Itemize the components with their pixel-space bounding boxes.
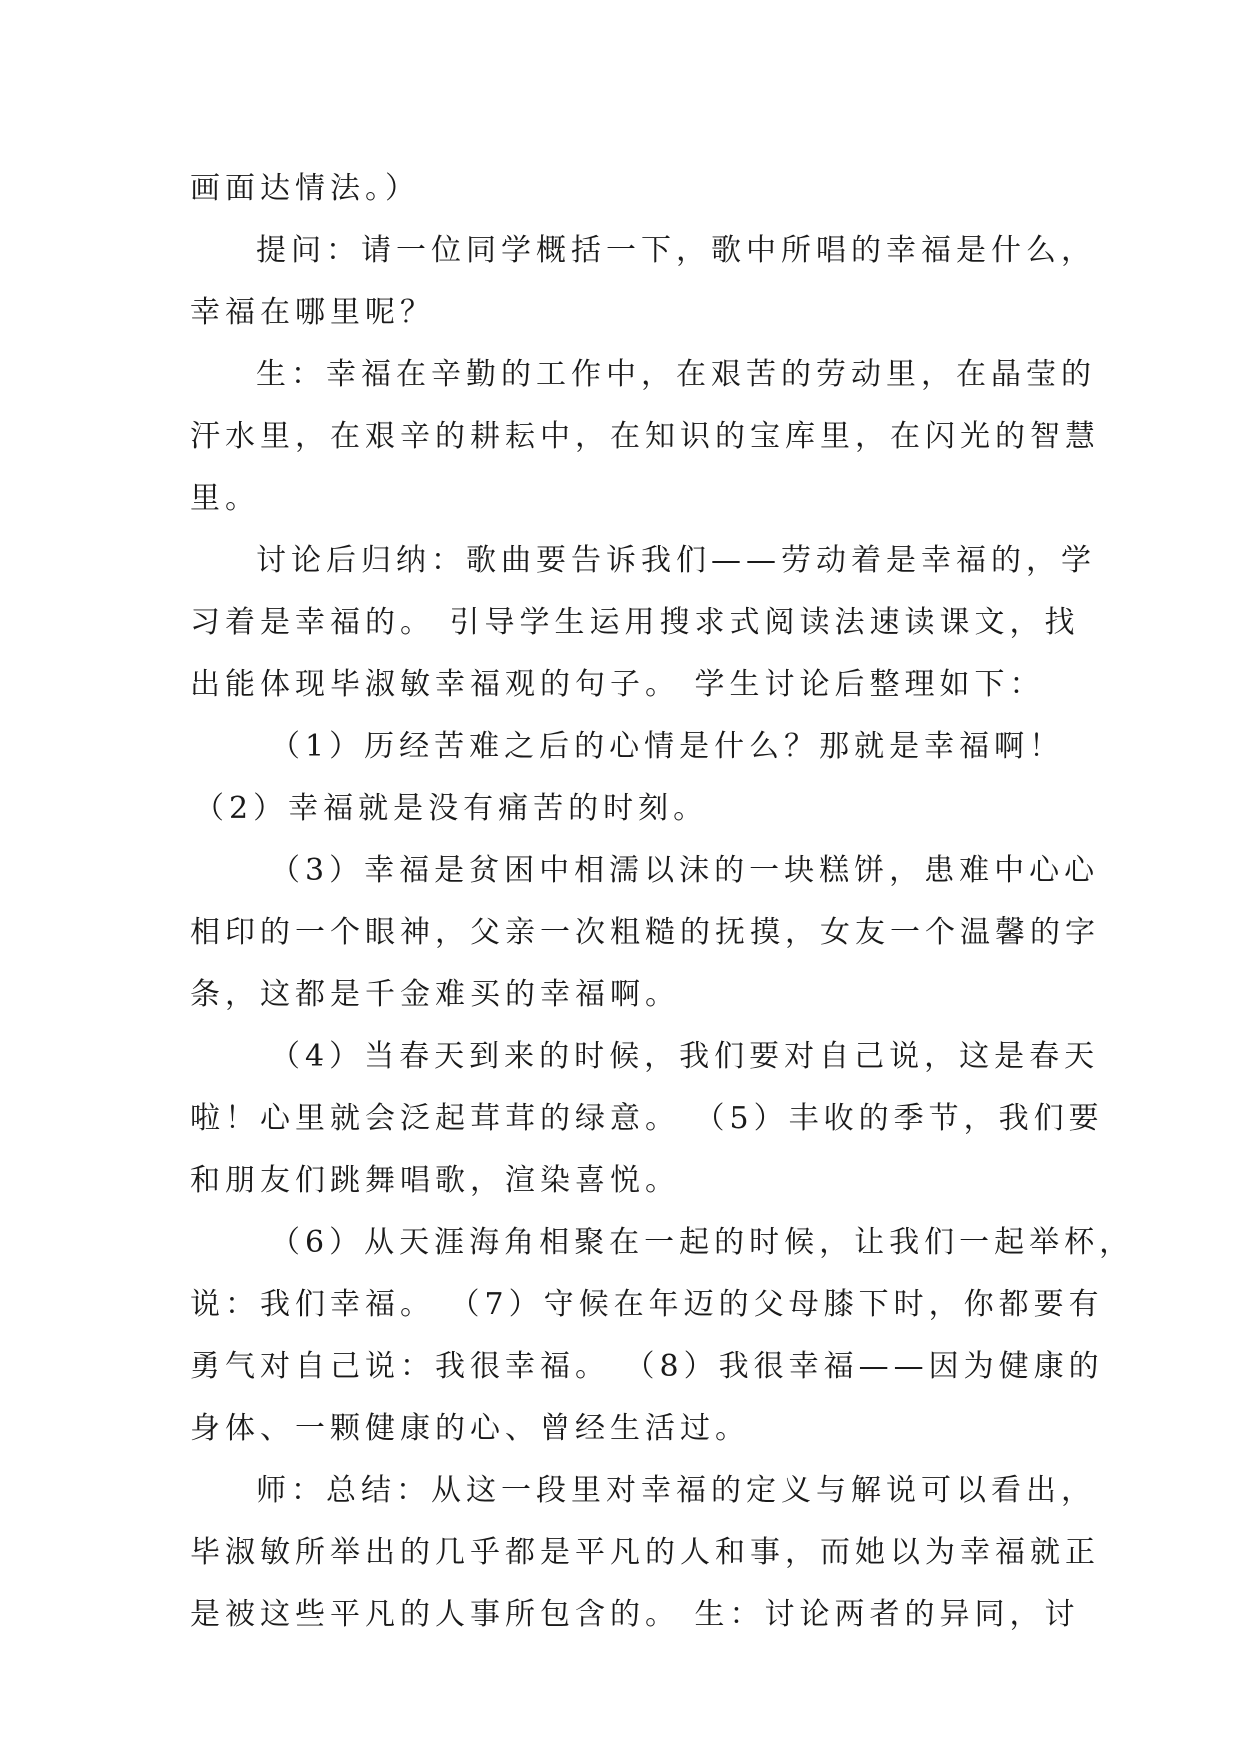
text-line: （2）幸福就是没有痛苦的时刻。 [194,791,709,826]
text-line: （4）当春天到来的时候，我们要对自己说，这是春天 [270,1039,1100,1074]
text-line: 啦！心里就会泛起茸茸的绿意。 （5）丰收的季节，我们要 [190,1101,1104,1136]
text-line: 毕淑敏所举出的几乎都是平凡的人和事，而她以为幸福就正 [190,1535,1100,1570]
text-line: 汗水里，在艰辛的耕耘中，在知识的宝库里，在闪光的智慧 [190,419,1100,454]
text-line: 画面达情法。） [190,171,420,206]
text-line: 里。 [190,481,260,516]
text-line: 和朋友们跳舞唱歌，渲染喜悦。 [190,1163,680,1198]
text-line: 师：总结：从这一段里对幸福的定义与解说可以看出， [256,1473,1096,1508]
text-line: 是被这些平凡的人事所包含的。 生：讨论两者的异同，讨 [190,1597,1080,1632]
text-line: 幸福在哪里呢？ [190,295,435,330]
text-line: 相印的一个眼神，父亲一次粗糙的抚摸，女友一个温馨的字 [190,915,1100,950]
text-line: 勇气对自己说：我很幸福。 （8）我很幸福——因为健康的 [190,1349,1104,1384]
text-line: （3）幸福是贫困中相濡以沫的一块糕饼，患难中心心 [270,853,1100,888]
text-line: （6）从天涯海角相聚在一起的时候，让我们一起举杯， [270,1225,1135,1260]
text-line: 条，这都是千金难买的幸福啊。 [190,977,680,1012]
text-line: 身体、一颗健康的心、曾经生活过。 [190,1411,750,1446]
text-line: 生：幸福在辛勤的工作中，在艰苦的劳动里，在晶莹的 [256,357,1096,392]
text-line: （1）历经苦难之后的心情是什么？那就是幸福啊！ [270,729,1065,764]
text-line: 说：我们幸福。 （7）守候在年迈的父母膝下时，你都要有 [190,1287,1104,1322]
text-line: 习着是幸福的。 引导学生运用搜求式阅读法速读课文，找 [190,605,1080,640]
text-line: 出能体现毕淑敏幸福观的句子。 学生讨论后整理如下： [190,667,1045,702]
body-text [190,158,1135,1646]
text-line: 提问：请一位同学概括一下，歌中所唱的幸福是什么， [256,233,1096,268]
text-line: 讨论后归纳：歌曲要告诉我们——劳动着是幸福的，学 [256,543,1096,578]
